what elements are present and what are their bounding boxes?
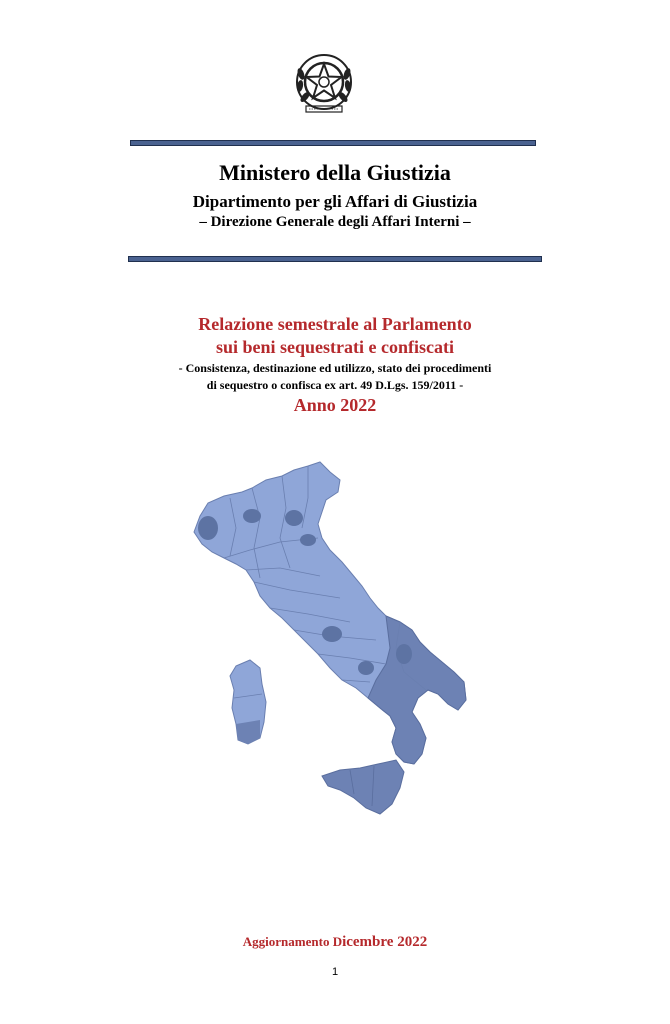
header-bottom-rule (128, 256, 542, 262)
italy-regions-map (190, 458, 472, 818)
report-title-line1: Relazione semestrale al Parlamento (198, 314, 472, 334)
header-top-rule (130, 140, 536, 146)
update-suffix: icembre 2022 (342, 934, 428, 950)
ministry-title: Ministero della Giustizia (219, 160, 451, 185)
direction-title: – Direzione Generale degli Affari Interni – (199, 214, 471, 230)
report-subtitle-line1: - Consistenza, destinazione ed utilizzo, stato dei procedimenti (178, 361, 492, 375)
update-date (0, 934, 670, 951)
report-year: Anno 2022 (293, 395, 377, 415)
italian-republic-emblem-icon (292, 52, 356, 116)
update-prefix: Aggiornamento D (242, 934, 343, 949)
page-number: 1 (331, 966, 339, 978)
report-title-line2: sui beni sequestrati e confiscati (216, 337, 454, 357)
department-title: Dipartimento per gli Affari di Giustizia (192, 192, 478, 211)
report-subtitle-line2: di sequestro o confisca ex art. 49 D.Lgs. 159/2011 - (206, 378, 464, 392)
